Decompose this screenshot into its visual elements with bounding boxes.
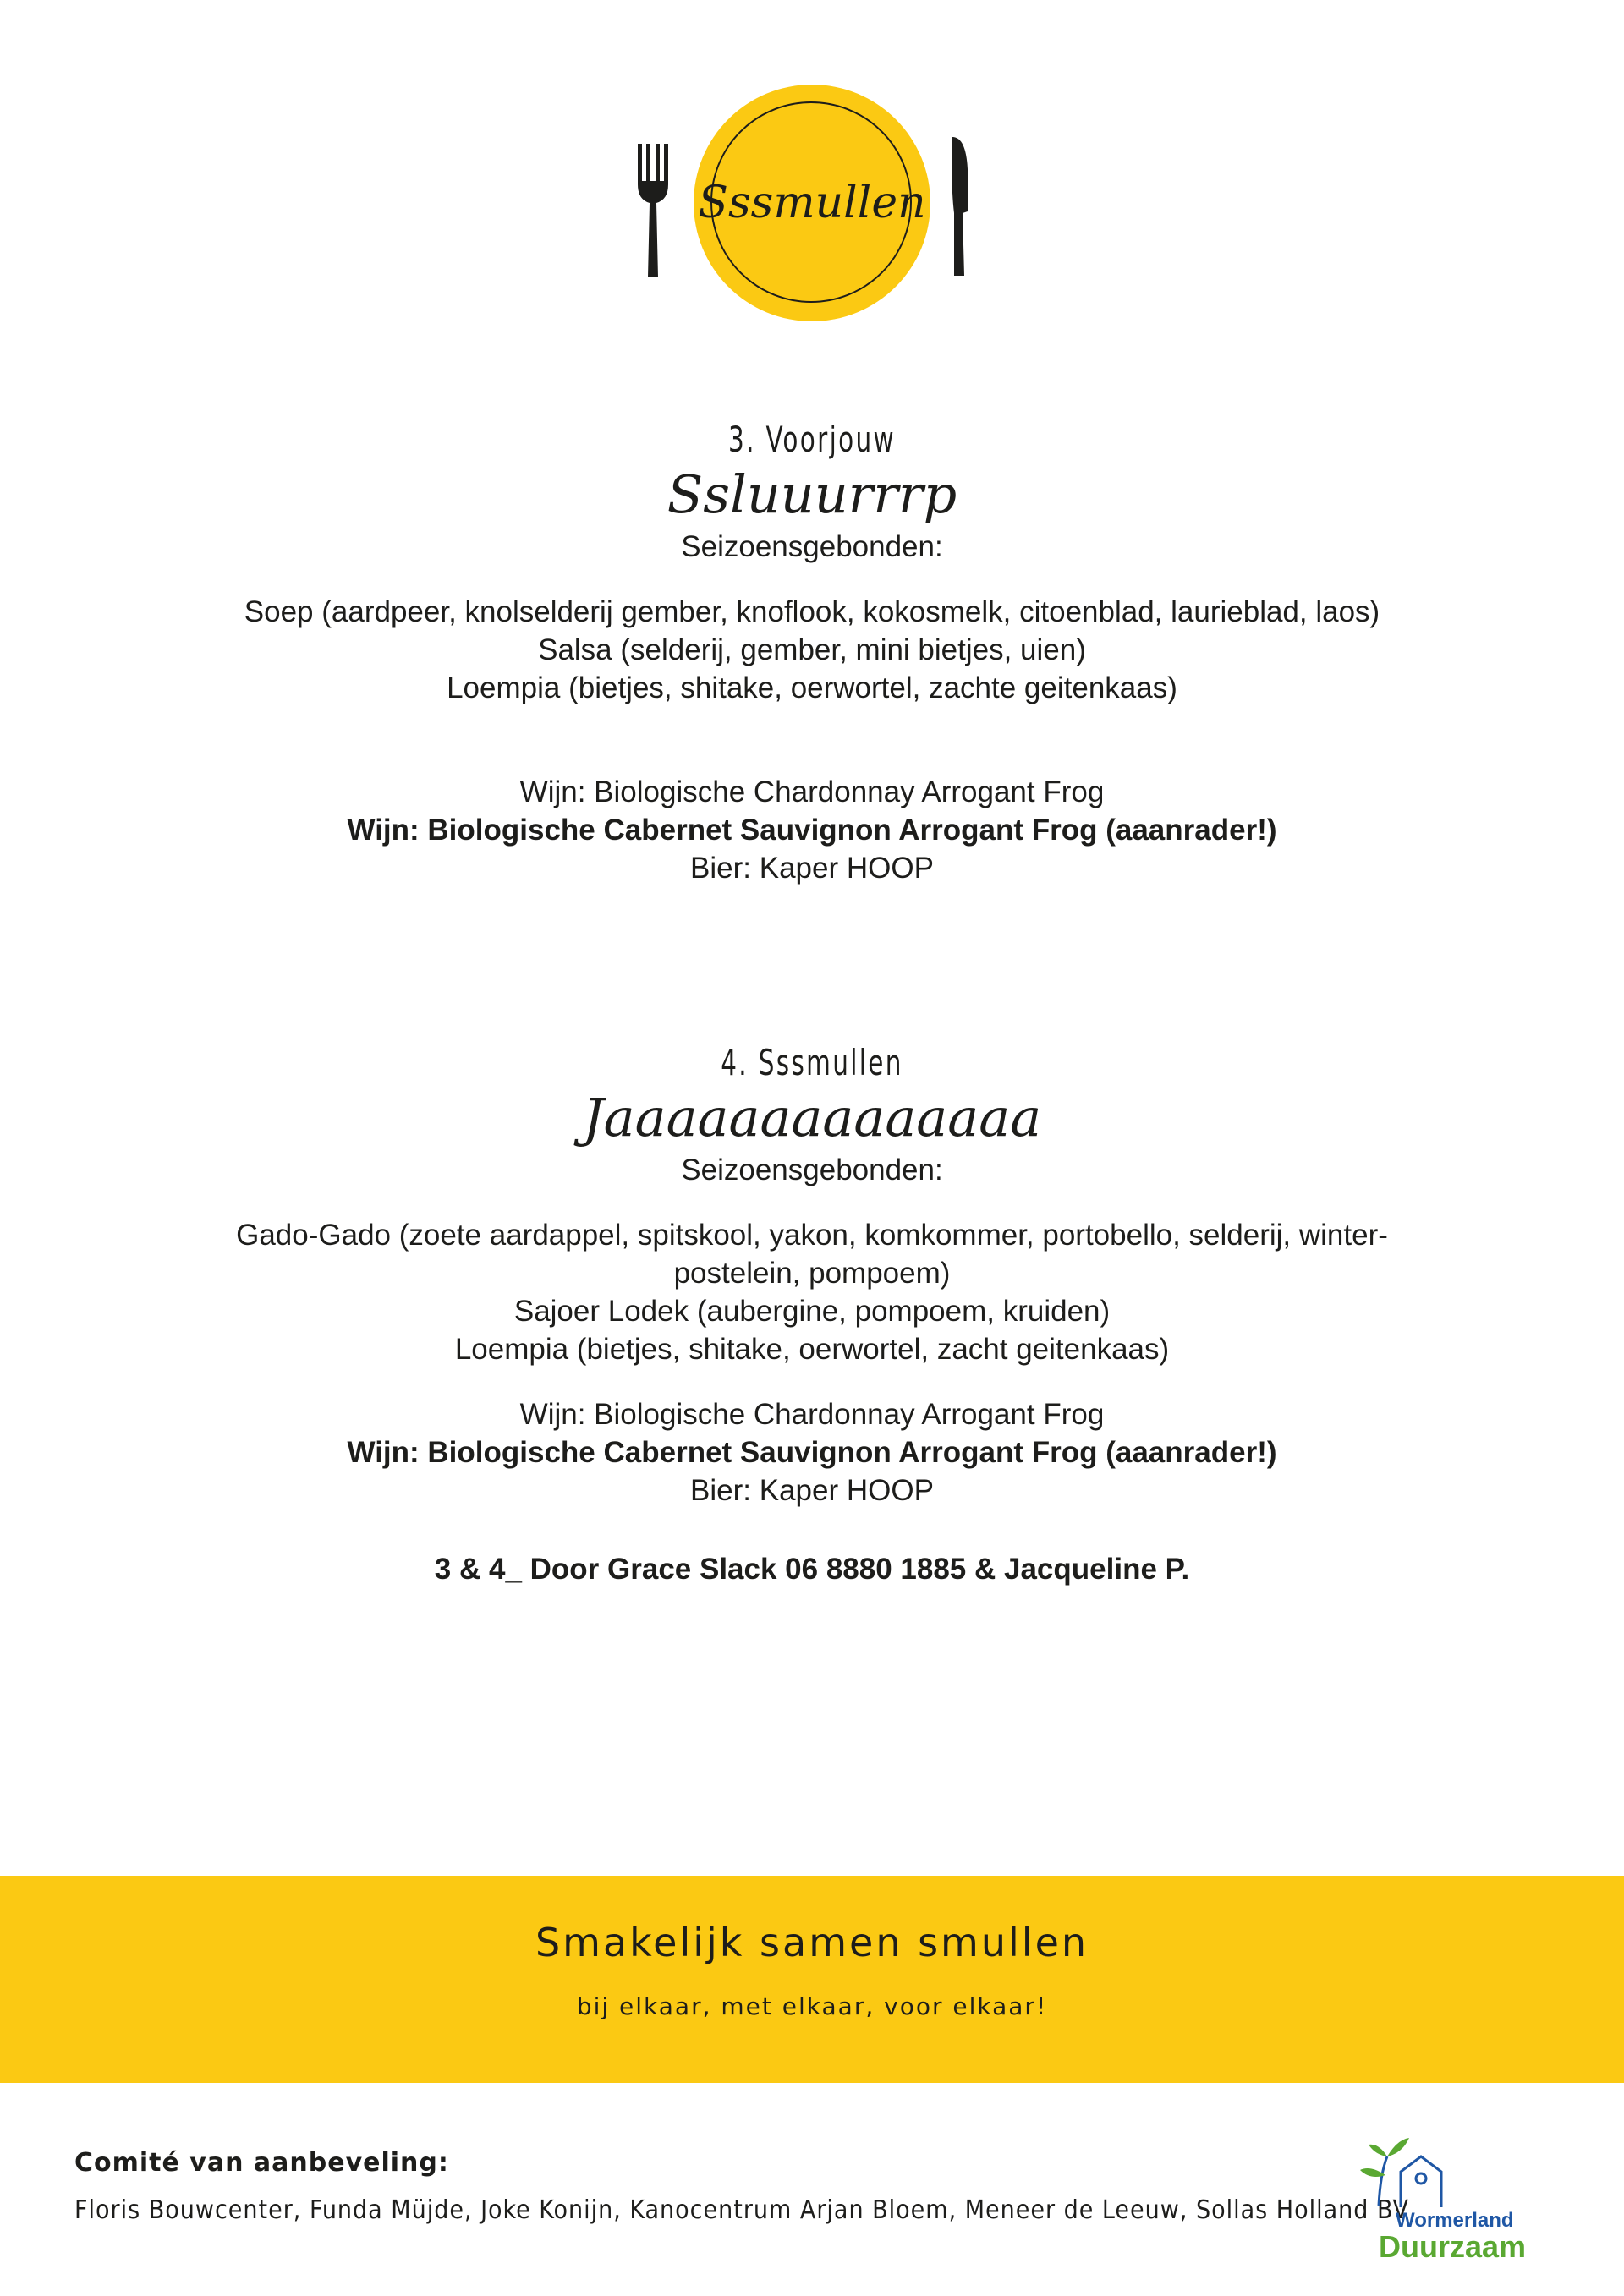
spacer: [0, 1368, 1624, 1395]
spacer: [0, 566, 1624, 593]
house-sprout-icon: [1353, 2131, 1463, 2212]
course-4: [0, 1042, 1624, 1588]
course-script-name: Jaaaaaaaaaaaaaa: [582, 1087, 1042, 1148]
logo-text: Sssmullen: [698, 178, 926, 228]
sssmullen-logo: [617, 85, 1007, 330]
dish-line: Sajoer Lodek (aubergine, pompoem, kruiden): [513, 1295, 1111, 1328]
comite-label: Comité van aanbeveling:: [74, 2148, 449, 2178]
course-3: [0, 419, 1624, 887]
spacer: [0, 1510, 1624, 1550]
dish-line: Gado-Gado (zoete aardappel, spitskool, yakon, komkommer, portobello, selderij, winter-: [236, 1219, 1388, 1252]
dish-line: Salsa (selderij, gember, mini bietjes, uien): [538, 633, 1086, 666]
spacer: [0, 707, 1624, 773]
dish-line: postelein, pompoem): [673, 1257, 951, 1290]
fork-icon: [634, 144, 672, 279]
slogan: Smakelijk samen smullen: [535, 1920, 1089, 1965]
wormerland-duurzaam-logo: [1353, 2131, 1548, 2264]
partner-name-line1: Wormerland: [1396, 2209, 1514, 2232]
partner-name-line2: Duurzaam: [1379, 2229, 1527, 2264]
course-title: 4. Sssmullen: [721, 1042, 903, 1083]
course-title: 3. Voorjouw: [728, 419, 896, 460]
dish-line: Loempia (bietjes, shitake, oerwortel, zacht geitenkaas): [454, 1333, 1170, 1366]
footer-band: [0, 1876, 1624, 2083]
course-script-name: Ssluuurrrp: [667, 463, 957, 525]
seasonal-label: Seizoensgebonden:: [681, 530, 943, 563]
dish-line: Soep (aardpeer, knolselderij gember, knoflook, kokosmelk, citoenblad, laurieblad, laos): [244, 595, 1380, 628]
wine-line: Wijn: Biologische Chardonnay Arrogant Frog: [519, 775, 1105, 808]
wine-line: Wijn: Biologische Chardonnay Arrogant Frog: [519, 1398, 1105, 1431]
dish-line: Loempia (bietjes, shitake, oerwortel, zachte geitenkaas): [447, 671, 1177, 704]
wine-recommended-line: Wijn: Biologische Cabernet Sauvignon Arrogant Frog (aaanrader!): [347, 1436, 1277, 1469]
seasonal-label: Seizoensgebonden:: [681, 1153, 943, 1186]
credit-line: 3 & 4_ Door Grace Slack 06 8880 1885 & Jacqueline P.: [434, 1553, 1190, 1586]
beer-line: Bier: Kaper HOOP: [690, 852, 934, 885]
slogan-subline: bij elkaar, met elkaar, voor elkaar!: [576, 1992, 1048, 2020]
beer-line: Bier: Kaper HOOP: [690, 1474, 934, 1507]
knife-icon: [946, 135, 971, 279]
comite-names: Floris Bouwcenter, Funda Müjde, Joke Konijn, Kanocentrum Arjan Bloem, Meneer de Leeuw, Sollas Holland BV: [74, 2195, 1409, 2225]
spacer: [0, 1189, 1624, 1216]
wine-recommended-line: Wijn: Biologische Cabernet Sauvignon Arrogant Frog (aaanrader!): [347, 814, 1277, 847]
